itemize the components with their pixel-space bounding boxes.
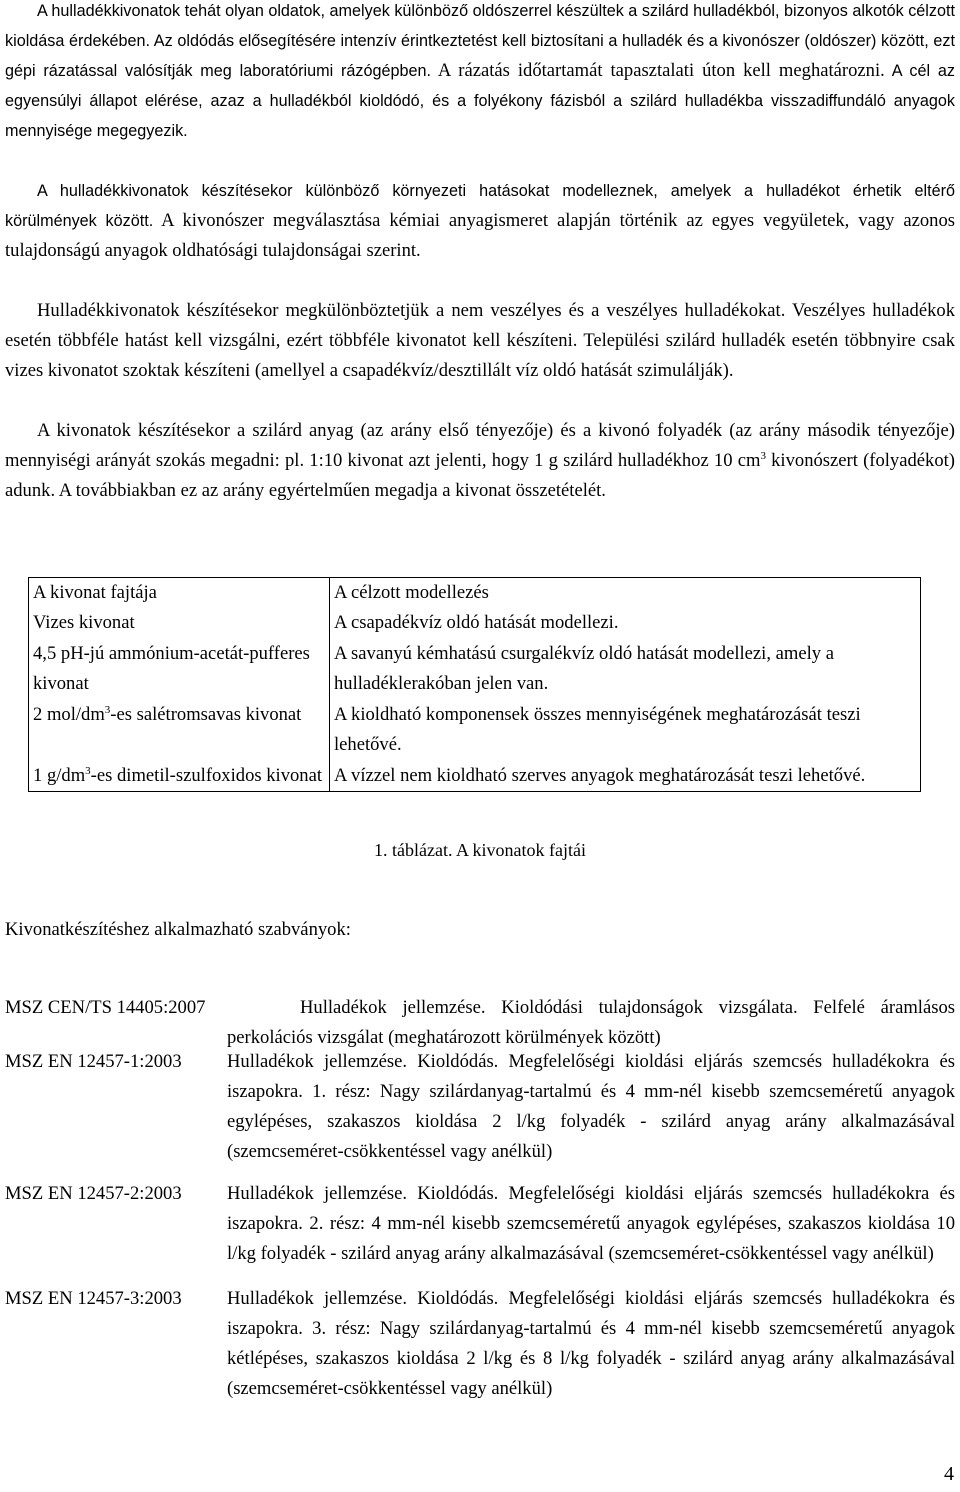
standard-code: MSZ EN 12457-2:2003 — [5, 1183, 182, 1204]
paragraph-text: A hulladékkivonatok tehát olyan oldatok, amelyek különböző oldószerrel készültek a szilárd hulladékból, bizonyos alkotók célzott kioldása érdekében. Az oldódás elősegítésére intenzív érintkeztetést kell biztosítani a hulladék és a kivonószer (oldószer) között, ezt gépi rázatással valósítják meg laboratóriumi rázógépben. — [5, 2, 955, 80]
superscript: 3 — [85, 765, 91, 777]
standard-description: Hulladékok jellemzése. Kioldódás. Megfelelőségi kioldási eljárás szemcsés hulladékokra és iszapokra. 2. rész: 4 mm-nél kisebb szemcseméretű anyagok egylépéses, szakaszos kioldása 10 l/kg folyadék - szilárd anyag arány alkalmazásával (szemcseméret-csökkentéssel vagy anélkül) — [227, 1183, 955, 1264]
cell-text: 1 g/dm — [33, 765, 86, 786]
standard-description: Hulladékok jellemzése. Kioldódás. Megfelelőségi kioldási eljárás szemcsés hulladékokra és iszapokra. 3. rész: Nagy szilárdanyag-tartalmú és 4 mm-nél kisebb szemcseméretű anyagok kétlépéses, szakaszos kioldása 2 l/kg és 8 l/kg folyadék - szilárd anyag arány alkalmazásával (szemcseméret-csökkentéssel vagy anélkül) — [227, 1288, 955, 1399]
standard-code: MSZ EN 12457-1:2003 — [5, 1051, 182, 1072]
standards-heading: Kivonatkészítéshez alkalmazható szabványok: — [5, 919, 351, 940]
table-cell — [29, 760, 330, 792]
page-number: 4 — [944, 1463, 954, 1485]
paragraph-text: A hulladékkivonatok készítésekor különböző környezeti hatásokat modelleznek, amelyek a hulladékot érhetik eltérő körülmények között. — [5, 182, 955, 230]
table-header-row — [29, 578, 921, 609]
table-cell: A savanyú kémhatású csurgalékvíz oldó hatását modellezi, amely a hulladéklerakóban jelen van. — [330, 638, 921, 699]
paragraph-environmental-effects — [5, 176, 955, 266]
table-caption: 1. táblázat. A kivonatok fajtái — [374, 840, 586, 860]
paragraph-extract-definition — [5, 0, 955, 146]
standard-description — [227, 993, 955, 1053]
table-row — [29, 699, 921, 760]
table-header-cell: A célzott modellezés — [330, 578, 921, 609]
table-cell: A csapadékvíz oldó hatását modellezi. — [330, 608, 921, 638]
cell-text: -es salétromsavas kivonat — [110, 704, 302, 725]
table-cell: 4,5 pH-jú ammónium-acetát-pufferes kivonat — [29, 638, 330, 699]
standard-code: MSZ CEN/TS 14405:2007 — [5, 997, 206, 1018]
standard-description: Hulladékok jellemzése. Kioldódás. Megfelelőségi kioldási eljárás szemcsés hulladékokra és iszapokra. 1. rész: Nagy szilárdanyag-tartalmú és 4 mm-nél kisebb szemcseméretű anyagok egylépéses, szakaszos kioldása 2 l/kg folyadék - szilárd anyag arány alkalmazásával (szemcseméret-csökkentéssel vagy anélkül) — [227, 1051, 955, 1162]
table-cell: A vízzel nem kioldható szerves anyagok meghatározását teszi lehetővé. — [330, 760, 921, 792]
table-cell — [29, 699, 330, 760]
cell-text: -es dimetil-szulfoxidos kivonat — [90, 765, 323, 786]
table-row — [29, 760, 921, 792]
standard-item — [5, 1284, 955, 1404]
table-row — [29, 608, 921, 638]
paragraph-text: A kivonatok készítésekor a szilárd anyag (az arány első tényezője) és a kivonó folyadék (az arány második tényezője) mennyiségi arányát szokás megadni: pl. 1:10 kivonat azt jelenti, hogy 1 g szilárd hulladékhoz 10 cm — [5, 420, 955, 471]
table-cell: A kioldható komponensek összes mennyiségének meghatározását teszi lehetővé. — [330, 699, 921, 760]
cell-text: 2 mol/dm — [33, 704, 105, 725]
paragraph-text: A cél az egyensúlyi állapot elérése, azaz a hulladékból kioldódó, és a folyékony fázisból a szilárd hulladékba visszadiffundáló anyagok mennyisége megegyezik. — [5, 62, 956, 140]
table-row — [29, 638, 921, 699]
superscript: 3 — [760, 450, 766, 462]
extract-types-table — [28, 577, 921, 792]
paragraph-text: A kivonószer megválasztása kémiai anyagismeret alapján történik az egyes vegyületek, vagy azonos tulajdonságú anyagok oldhatósági tulajdonságai szerint. — [5, 210, 955, 261]
paragraph-text: kivonószert (folyadékot) adunk. A továbbiakban ez az arány egyértelműen megadja a kivonat összetételét. — [5, 450, 955, 501]
superscript: 3 — [104, 704, 111, 716]
standard-item — [5, 993, 955, 1053]
standard-description-text: Hulladékok jellemzése. Kioldódási tulajdonságok vizsgálata. Felfelé áramlásos perkolációs vizsgálat (meghatározott körülmények között) — [227, 997, 955, 1048]
paragraph-text: Hulladékkivonatok készítésekor megkülönböztetjük a nem veszélyes és a veszélyes hulladékokat. Veszélyes hulladékok esetén többféle hatást kell vizsgálni, ezért többféle kivonatot kell készíteni. Települési szilárd hulladék esetén többnyire csak vizes kivonatot szoktak készíteni (amellyel a csapadékvíz/desztillált víz oldó hatását szimulálják). — [5, 300, 955, 381]
paragraph-text: A rázatás időtartamát tapasztalati úton kell meghatározni. — [430, 60, 885, 81]
standard-item — [5, 1047, 955, 1167]
table-header-cell: A kivonat fajtája — [29, 578, 330, 609]
paragraph-ratio — [5, 416, 955, 506]
standard-item — [5, 1179, 955, 1269]
paragraph-hazardous-waste — [5, 296, 955, 386]
standard-code: MSZ EN 12457-3:2003 — [5, 1288, 182, 1309]
table-cell: Vizes kivonat — [29, 608, 330, 638]
